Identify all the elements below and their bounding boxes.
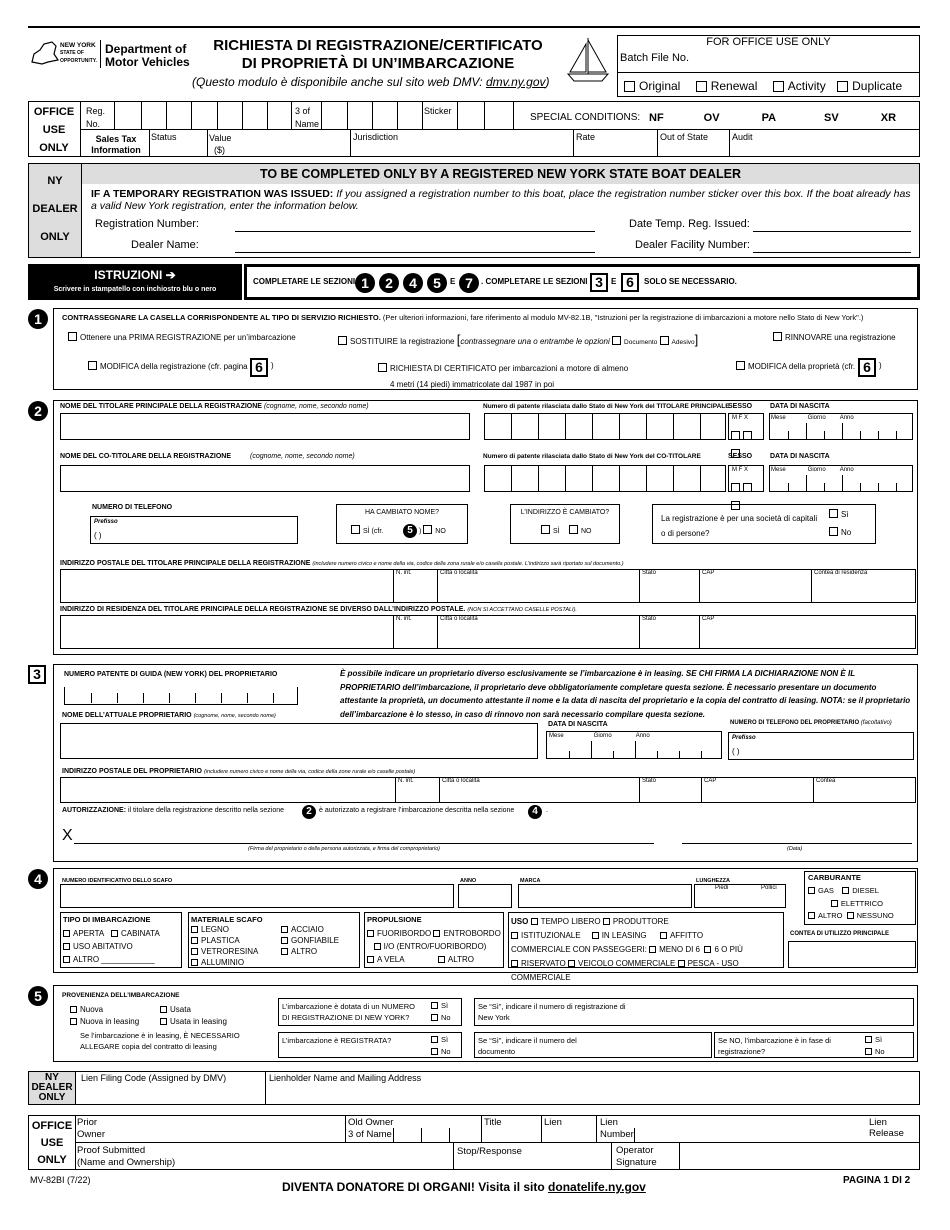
coowner-license-input[interactable] [484, 465, 726, 492]
hull-material-box: MATERIALE SCAFO LEGNO PLASTICA VETRORESINA ALLUMINIO ACCIAIO GONFIABILE ALTRO [188, 912, 360, 968]
temp-reg-note: IF A TEMPORARY REGISTRATION WAS ISSUED: If you assigned a registration number to this boat, place the registration number sticker over this box. If the boat already has a valid New York registration, enter the information below. [91, 188, 911, 212]
ny-reg-yes[interactable]: Sì [431, 1001, 448, 1010]
name-changed-box: HA CAMBIATO NOME? SÌ (cfr. 5 ) NO [336, 504, 468, 544]
lienholder-field[interactable]: Lienholder Name and Mailing Address [269, 1073, 422, 1083]
section-3-badge: 3 [28, 665, 46, 684]
type-cabin[interactable]: CABINATA [111, 929, 160, 938]
page-number: PAGINA 1 DI 2 [843, 1175, 911, 1186]
leasing-note: È possibile indicare un proprietario diverso esclusivamente se l’imbarcazione è in leasing. SE CHI FIRMA LA DICHIARAZIONE NON È IL PROPRIETARIO dell’imbarcazione, il proprietario deve obbligatoriamente completare questa sezione. È necessario presentare un documento attestante la proprietà, un documento attestante il nome e la data di nascita del proprietario e la copia del contratto di leasing. NOTA: se il proprietario dell’imbarcazione è lo stesso, in caso di rinnovo non sarà necessario compilare questa sezione. [340, 669, 911, 719]
fuel-other[interactable]: ALTRO [808, 911, 842, 920]
prop-inboard[interactable]: ENTROBORDO [433, 929, 500, 938]
activity-checkbox[interactable]: Activity [773, 79, 826, 93]
owner-signature-line[interactable] [74, 843, 654, 844]
renew-registration-checkbox[interactable]: RINNOVARE una registrazione [773, 332, 896, 342]
fuel-electric[interactable]: ELETTRICO [831, 899, 883, 908]
special-codes: NF OV PA SV XR [649, 112, 897, 124]
dealer-facility-field[interactable] [753, 239, 911, 253]
office-use-box [617, 35, 920, 97]
address-changed-no[interactable]: NO [569, 525, 592, 535]
dealer-lien-section: NY DEALER ONLY Lien Filing Code (Assigned by DMV) Lienholder Name and Mailing Address [28, 1071, 920, 1105]
propulsion-box: PROPULSIONE FUORIBORDO ENTROBORDO I/O (ENTRO/FUORIBORDO) A VELA ALTRO [364, 912, 504, 968]
pending-no[interactable]: No [865, 1047, 885, 1056]
company-yes[interactable]: Sì [829, 509, 849, 519]
origin-used[interactable]: Usata [160, 1005, 191, 1014]
ny-reg-question: L’imbarcazione è dotata di un NUMERO DI REGISTRAZIONE DI NEW YORK? Sì No [278, 998, 462, 1026]
fuel-box: CARBURANTE GAS DIESEL ELETTRICO ALTRO NESSUNO [804, 871, 916, 925]
prop-other[interactable]: ALTRO [438, 955, 474, 964]
dealer-name-field[interactable] [235, 239, 595, 253]
use-leisure[interactable]: TEMPO LIBERO [531, 917, 601, 926]
county-input[interactable] [788, 941, 916, 968]
office-use-section-2: OFFICE USE ONLY Prior Owner Old Owner 3 of Name Title Lien Lien Number Lien Release Proof Submitted (Name and Ownership) Stop/Response Operator Signature [28, 1115, 920, 1170]
donor-message: DIVENTA DONATORE DI ORGANI! Visita il sito donatelife.ny.gov [282, 1180, 646, 1194]
owner-dob-input[interactable]: Mese Giorno Anno [769, 413, 913, 440]
owner-dl-input[interactable] [64, 687, 298, 705]
replace-registration-checkbox[interactable]: SOSTITUIRE la registrazione [contrassegnare una o entrambe le opzioni Documento Adesivo] [338, 332, 698, 347]
registered-question: L’imbarcazione è REGISTRATA? Sì No [278, 1032, 462, 1058]
section-1-badge: 1 [28, 309, 48, 329]
form-number: MV-82BI (7/22) [30, 1175, 91, 1185]
original-checkbox[interactable]: Original [624, 79, 680, 93]
owner-license-input[interactable] [484, 413, 726, 440]
origin-new-lease[interactable]: Nuova in leasing [70, 1017, 139, 1026]
office-options [624, 79, 902, 93]
form-subtitle: (Questo modulo è disponibile anche sul sito web DMV: dmv.ny.gov) [192, 75, 550, 89]
mat-other[interactable]: ALTRO [281, 947, 317, 956]
date-temp-reg-field[interactable] [753, 218, 911, 232]
use-rental[interactable]: AFFITTO [660, 931, 703, 940]
mat-aluminum[interactable]: ALLUMINIO [191, 958, 244, 967]
org-tagline: OPPORTUNITY. [60, 58, 97, 64]
use-leasing[interactable]: IN LEASING [592, 931, 647, 940]
section-4-badge: 4 [28, 869, 48, 889]
dealer-banner: TO BE COMPLETED ONLY BY A REGISTERED NEW YORK STATE BOAT DEALER [82, 164, 919, 184]
use-reserved[interactable]: RISERVATO [511, 959, 566, 968]
document-number-input[interactable]: Se “Sì”, indicare il numero del documento [474, 1032, 712, 1058]
prop-io[interactable]: I/O (ENTRO/FUORIBORDO) [374, 942, 487, 951]
origin-new[interactable]: Nuova [70, 1005, 103, 1014]
nys-logo [30, 40, 100, 68]
logo-divider [100, 40, 101, 68]
pending-yes[interactable]: Sì [865, 1035, 882, 1044]
certificate-request-checkbox[interactable]: RICHIESTA DI CERTIFICATO per imbarcazioni a motore di almeno 4 metri (14 piedi) immatricolate dal 1987 in poi [378, 361, 628, 393]
use-fishing[interactable]: PESCA - USO COMMERCIALE [511, 959, 739, 982]
current-owner-phone-input[interactable]: Prefisso ( ) [728, 732, 914, 760]
arrow-right-icon: ➔ [165, 268, 176, 282]
pending-registration-question: Se NO, l’imbarcazione è in fase di registrazione? Sì No [714, 1032, 914, 1058]
first-registration-checkbox[interactable]: Ottenere una PRIMA REGISTRAZIONE per un’imbarcazione [68, 332, 296, 342]
modify-registration-checkbox[interactable]: MODIFICA della registrazione (cfr. pagina [88, 361, 248, 371]
batch-file-label: Batch File No. [620, 52, 690, 64]
instructions-body: COMPLETARE LE SEZIONI 1 2 4 5 E 7 . COMPLETARE LE SEZIONI 3 E 6 SOLO SE NECESSARIO. [244, 264, 920, 300]
modify-ownership-checkbox[interactable]: MODIFICA della proprietà (cfr. [736, 361, 855, 371]
mat-inflatable[interactable]: GONFIABILE [281, 936, 339, 945]
company-no[interactable]: No [829, 527, 851, 537]
hull-id-input[interactable] [60, 884, 454, 908]
address-changed-box: L’INDIRIZZO È CAMBIATO? SÌ NO [510, 504, 620, 544]
signature-date-line[interactable] [682, 843, 912, 844]
use-commercial-vehicle[interactable]: VEICOLO COMMERCIALE [568, 959, 675, 968]
use-producer[interactable]: PRODUTTORE [603, 917, 669, 926]
section-1: CONTRASSEGNARE LA CASELLA CORRISPONDENTE AL TIPO DI SERVIZIO RICHIESTO. (Per ulteriori informazioni, fare riferimento al modulo MV-82.1B, "Istruzioni per la registrazione di imbarcazioni a motore nello Stato di New York".) Ottenere una PRIMA REGISTRAZIONE per un’imbarcazione SOSTITUIRE la registrazione [contrassegnare una o entrambe le opzioni Documento Adesivo] RINNOVARE una registrazione MODIFICA della registrazione (cfr. pagina 6 ) RICHIESTA DI CERTIFICATO per imbarcazioni a motore di almeno 4 metri (14 piedi) immatricolate dal 1987 in poi MODIFICA della proprietà (cfr. 6 ) [53, 308, 918, 390]
mailing-address-input[interactable]: N. int. Città o località Stato CAP Contea di residenza [60, 569, 916, 603]
use-box: USO TEMPO LIBERO PRODUTTORE ISTITUZIONALE IN LEASING AFFITTO COMMERCIALE CON PASSEGGERI: MENO DI 6 6 O PIÙ RISERVATO VEICOLO COMMERCIALE PESCA - USO COMMERCIALE [508, 912, 784, 968]
instructions-header: ISTRUZIONI ➔ Scrivere in stampatello con inchiostro blu o nero [28, 264, 242, 300]
mat-wood[interactable]: LEGNO [191, 925, 229, 934]
registration-number-field[interactable] [235, 218, 595, 232]
section-5-badge: 5 [28, 986, 48, 1006]
ny-reg-number-input[interactable]: Se “Sì”, indicare il numero di registrazione di New York [474, 998, 914, 1026]
coowner-dob-input[interactable]: Mese Giorno Anno [769, 465, 913, 492]
owner-sex-input[interactable]: M F X [728, 413, 764, 440]
office-use-title: FOR OFFICE USE ONLY [706, 36, 831, 48]
lien-filing-code[interactable]: Lien Filing Code (Assigned by DMV) [81, 1073, 227, 1083]
org-name: NEW YORK [60, 42, 96, 49]
current-owner-address-input[interactable]: N. int. Città o località Stato CAP Contea [60, 777, 916, 803]
type-houseboat[interactable]: USO ABITATIVO [63, 942, 133, 951]
dmv-link[interactable]: dmv.ny.gov [485, 75, 546, 89]
type-open[interactable]: APERTA [63, 929, 104, 938]
year-input[interactable] [458, 884, 512, 908]
length-input[interactable]: Piedi Pollici [694, 884, 786, 908]
renewal-checkbox[interactable]: Renewal [696, 79, 758, 93]
make-input[interactable] [518, 884, 692, 908]
donatelife-link[interactable]: donatelife.ny.gov [548, 1180, 646, 1194]
coowner-name-input[interactable] [60, 465, 470, 492]
mat-fiberglass[interactable]: VETRORESINA [191, 947, 258, 956]
org-state: STATE OF [60, 50, 84, 56]
dept-name: Department of Motor Vehicles [105, 42, 190, 69]
company-box: La registrazione è per una società di capitali o di persone? Sì No [652, 504, 876, 544]
mat-steel[interactable]: ACCIAIO [281, 925, 324, 934]
use-less-6[interactable]: MENO DI 6 [649, 945, 700, 954]
name-changed-yes[interactable]: SÌ (cfr. [351, 525, 383, 535]
prop-outboard[interactable]: FUORIBORDO [367, 929, 431, 938]
name-changed-no[interactable]: ) NO [419, 525, 446, 535]
sailboat-icon [566, 36, 610, 89]
ny-reg-no[interactable]: No [431, 1013, 451, 1022]
type-other[interactable]: ALTRO ____________ [63, 955, 155, 964]
fuel-diesel[interactable]: DIESEL [842, 886, 879, 895]
owner-name-input[interactable] [60, 413, 470, 440]
use-institutional[interactable]: ISTITUZIONALE [511, 931, 581, 940]
mat-plastic[interactable]: PLASTICA [191, 936, 240, 945]
residence-address-input[interactable]: N. int. Città o località Stato CAP [60, 615, 916, 649]
section-4: NUMERO IDENTIFICATIVO DELLO SCAFO ANNO MARCA LUNGHEZZA Piedi Pollici CARBURANTE GAS DIESEL ELETTRICO ALTRO NESSUNO TIPO DI IMBARCAZIONE APERTA CABINATA USO ABITATIVO ALTRO ____________ MATERIALE SCAFO LEGNO PLASTICA VETRORESINA ALLUMINIO ACCIAIO GONFIABILE ALTRO PROPULSIONE FUORIBORDO ENTROBORDO I/O (ENTRO/FUORIBORDO) A VELA ALTRO USO TEMPO LIBERO PRODUTTORE ISTITUZIONALE IN LEASING AFFITTO COMMERCIALE CON PASSEGGERI: MENO DI 6 6 O PIÙ RISERVATO VEICOLO COMMERCIALE PESCA - USO COMMERCIALE CONTEA DI UTILIZZO PRINCIPALE [53, 868, 918, 973]
origin-used-lease[interactable]: Usata in leasing [160, 1017, 227, 1026]
registered-yes[interactable]: Sì [431, 1035, 448, 1044]
section-2-badge: 2 [28, 401, 48, 421]
dealer-label: NY DEALER ONLY [29, 164, 81, 257]
divider [618, 72, 919, 73]
boat-type-box: TIPO DI IMBARCAZIONE APERTA CABINATA USO ABITATIVO ALTRO ____________ [60, 912, 182, 968]
fuel-none[interactable]: NESSUNO [847, 911, 894, 920]
fuel-gas[interactable]: GAS [808, 886, 834, 895]
phone-input[interactable]: Prefisso ( ) [90, 516, 298, 544]
top-rule [28, 26, 920, 28]
coowner-sex-input[interactable]: M F X [728, 465, 764, 492]
form-title: RICHIESTA DI REGISTRAZIONE/CERTIFICATO DI PROPRIETÀ DI UN’IMBARCAZIONE [213, 37, 543, 72]
section-5: PROVENIENZA DELL’IMBARCAZIONE Nuova Nuova in leasing Usata Usata in leasing Se l’imbarcazione è in leasing, È NECESSARIO ALLEGARE copia del contratto di leasing L’imbarcazione è dotata di un NUMERO DI REGISTRAZIONE DI NEW YORK? Sì No Se “Sì”, indicare il numero di registrazione di New York L’imbarcazione è REGISTRATA? Sì No Se “Sì”, indicare il numero del documento Se NO, l’imbarcazione è in fase di registrazione? Sì No [53, 985, 918, 1062]
office-use-section-1: OFFICE USE ONLY Reg. No. 3 of Name Sticker SPECIAL CONDITIONS: NF OV PA SV XR Sales Tax Information Status Value ($) Jurisdiction Rate Out of State Audit [28, 101, 920, 157]
section-2: NOME DEL TITOLARE PRINCIPALE DELLA REGISTRAZIONE (cognome, nome, secondo nome) Numero di patente rilasciata dallo Stato di New York del TITOLARE PRINCIPALE SESSO M F X DATA DI NASCITA Mese Giorno Anno NOME DEL CO-TITOLARE DELLA REGISTRAZIONE (cognome, nome, secondo nome) Numero di patente rilasciata dallo Stato di New York del CO-TITOLARE SESSO M F X DATA DI NASCITA Mese Giorno Anno NUMERO DI TELEFONO Prefisso ( ) HA CAMBIATO NOME? SÌ (cfr. 5 ) NO L’INDIRIZZO È CAMBIATO? SÌ NO La registrazione è per una società di capitali o di persone? Sì No INDIRIZZO POSTALE DEL TITOLARE PRINCIPALE DELLA REGISTRAZIONE (includere numero civico e nome della via, codice della zona rurale e/o casella postale. L’indirizzo sarà riportato sul documento.) N. int. Città o località Stato CAP Contea di residenza INDIRIZZO DI RESIDENZA DEL TITOLARE PRINCIPALE DELLA REGISTRAZIONE SE DIVERSO DALL’INDIRIZZO POSTALE. (NON SI ACCETTANO CASELLE POSTALI). N. int. Città o località Stato CAP [53, 400, 918, 655]
office-use-label: OFFICE USE ONLY [33, 106, 75, 154]
address-changed-yes[interactable]: SÌ [541, 525, 560, 535]
section-3: NUMERO PATENTE DI GUIDA (NEW YORK) DEL PROPRIETARIO È possibile indicare un proprietario diverso esclusivamente se l’imbarcazione è in leasing. SE CHI FIRMA LA DICHIARAZIONE NON È IL PROPRIETARIO dell’imbarcazione, il proprietario deve obbligatoriamente completare questa sezione. È necessario presentare un documento attestante la proprietà, un documento attestante il nome e la data di nascita del proprietario e la copia del contratto di leasing. NOTA: se il proprietario dell’imbarcazione è lo stesso, in caso di rinnovo non sarà necessario compilare questa sezione. NOME DELL’ATTUALE PROPRIETARIO (cognome, nome, secondo nome) DATA DI NASCITA Mese Giorno Anno NUMERO DI TELEFONO DEL PROPRIETARIO (facoltativo) Prefisso ( ) INDIRIZZO POSTALE DEL PROPRIETARIO (includere numero civico e nome della via, codice della zone rurale e/o caselle postale) N. int. Città o località Stato CAP Contea AUTORIZZAZIONE: il titolare della registrazione descritto nella sezione 2 è autorizzato a registrare l’imbarcazione descritta nella sezione 4 . X (Firma del proprietario o della persona autorizzata, e firma del comproprietario) (Data) [53, 664, 918, 862]
prop-sail[interactable]: A VELA [367, 955, 405, 964]
current-owner-name-input[interactable] [60, 723, 538, 759]
dealer-section: NY DEALER ONLY TO BE COMPLETED ONLY BY A REGISTERED NEW YORK STATE BOAT DEALER IF A TEMPORARY REGISTRATION WAS ISSUED: If you assigned a registration number to this boat, place the registration number sticker over this box. If the boat already has a valid New York registration, enter the information below. Registration Number: Date Temp. Reg. Issued: Dealer Name: Dealer Facility Number: [28, 163, 920, 258]
registered-no[interactable]: No [431, 1047, 451, 1056]
current-owner-dob-input[interactable]: Mese Giorno Anno [546, 731, 722, 759]
duplicate-checkbox[interactable]: Duplicate [837, 79, 902, 93]
use-6-more[interactable]: 6 O PIÙ [704, 945, 742, 954]
